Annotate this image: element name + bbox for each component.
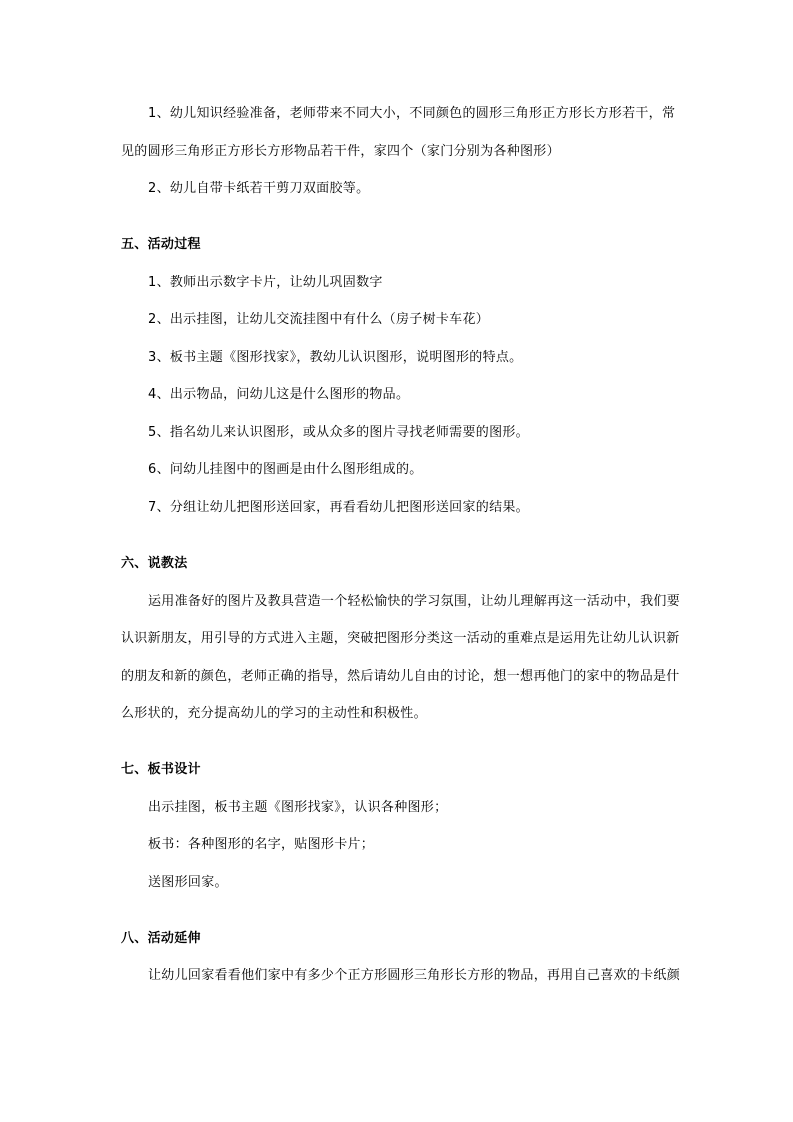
section-heading-process: 五、活动过程: [121, 237, 201, 252]
teaching-method-line: 么形状的，充分提高幼儿的学习的主动性和积极性。: [121, 706, 427, 721]
board-design-line: 板书：各种图形的名字，贴图形卡片；: [148, 837, 375, 852]
materials-item1-line1: 1、幼儿知识经验准备，老师带来不同大小，不同颜色的圆形三角形正方形长方形若干，常: [148, 106, 676, 121]
process-step: 4、出示物品，问幼儿这是什么图形的物品。: [148, 387, 410, 402]
materials-item2: 2、幼儿自带卡纸若干剪刀双面胶等。: [148, 181, 370, 196]
section-heading-teaching-method: 六、说教法: [121, 556, 188, 571]
process-step: 5、指名幼儿来认识图形，或从众多的图片寻找老师需要的图形。: [148, 425, 529, 440]
section-heading-board-design: 七、板书设计: [121, 762, 201, 777]
process-step: 1、教师出示数字卡片，让幼儿巩固数字: [148, 275, 383, 290]
extension-line: 让幼儿回家看看他们家中有多少个正方形圆形三角形长方形的物品，再用自己喜欢的卡纸颜: [148, 968, 681, 983]
process-step: 6、问幼儿挂图中的图画是由什么图形组成的。: [148, 462, 423, 477]
process-step: 2、出示挂图，让幼儿交流挂图中有什么（房子树卡车花）: [148, 312, 490, 327]
section-heading-extension: 八、活动延伸: [121, 931, 201, 946]
process-step: 7、分组让幼儿把图形送回家，再看看幼儿把图形送回家的结果。: [148, 500, 529, 515]
board-design-line: 出示挂图，板书主题《图形找家》，认识各种图形；: [148, 800, 448, 815]
board-design-line: 送图形回家。: [148, 875, 228, 890]
teaching-method-line: 运用准备好的图片及教具营造一个轻松愉快的学习氛围，让幼儿理解再这一活动中，我们要: [148, 594, 681, 609]
teaching-method-line: 的朋友和新的颜色，老师正确的指导，然后请幼儿自由的讨论，想一想再他门的家中的物品是什: [121, 669, 680, 684]
process-step: 3、板书主题《图形找家》，教幼儿认识图形，说明图形的特点。: [148, 350, 523, 365]
teaching-method-line: 认识新朋友，用引导的方式进入主题，突破把图形分类这一活动的重难点是运用先让幼儿认识新: [121, 631, 680, 646]
materials-item1-line2: 见的圆形三角形正方形长方形物品若干件，家四个（家门分别为各种图形）: [121, 144, 560, 159]
